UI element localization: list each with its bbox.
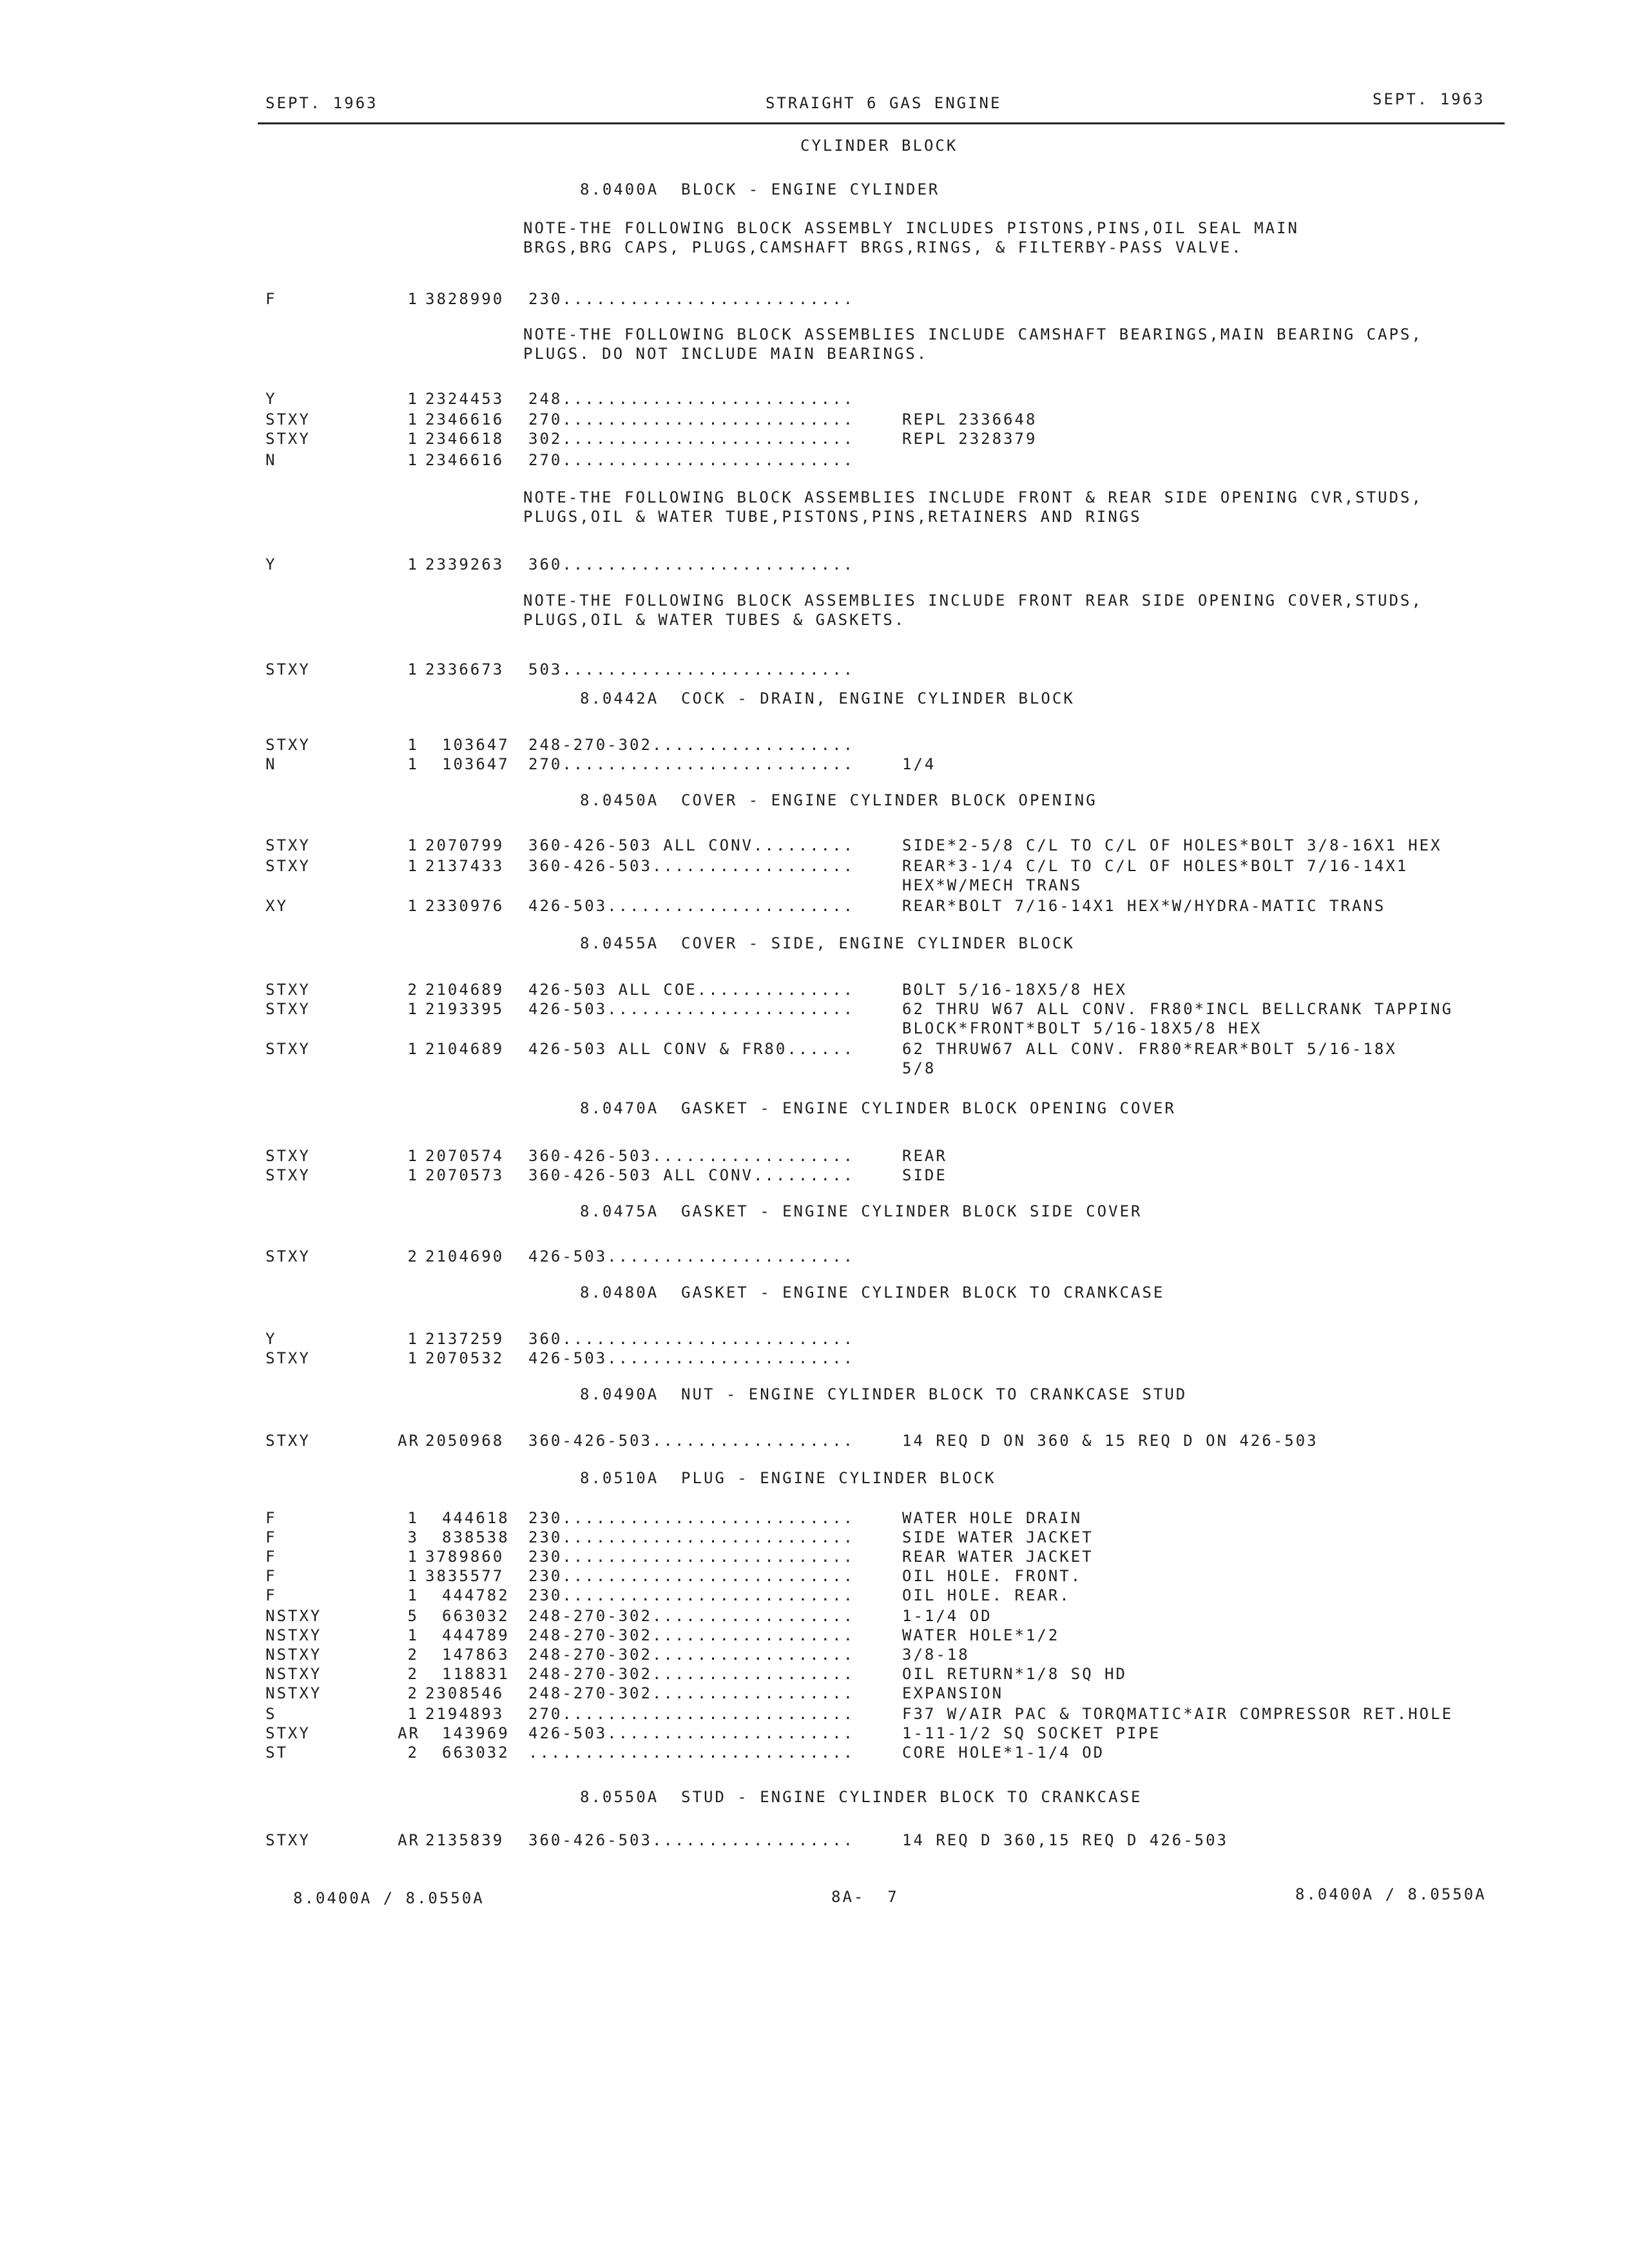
description: 62 THRUW67 ALL CONV. FR80*REAR*BOLT 5/16-18X (902, 1040, 1397, 1058)
description: SIDE WATER JACKET (902, 1528, 1094, 1546)
usage-range: 426-503...................... (528, 897, 855, 915)
note-line: NOTE-THE FOLLOWING BLOCK ASSEMBLIES INCLUDE FRONT REAR SIDE OPENING COVER,STUDS, (523, 591, 1423, 610)
quantity: 2 (407, 1247, 419, 1265)
part-number: 143969 (442, 1724, 510, 1742)
part-number: 103647 (442, 755, 510, 773)
usage-range: 426-503 ALL COE.............. (528, 981, 855, 999)
usage-range: 248-270-302.................. (528, 1607, 855, 1625)
description: 3/8-18 (902, 1646, 970, 1664)
usage-range: 302.......................... (528, 430, 855, 448)
part-number: 2104689 (425, 1040, 505, 1058)
part-number: 444789 (442, 1626, 510, 1644)
quantity: AR (398, 1831, 420, 1849)
part-number: 103647 (442, 736, 510, 754)
header-rule (258, 122, 1505, 124)
part-number: 3828990 (425, 290, 505, 308)
quantity: 1 (407, 430, 419, 448)
usage-range: 230.......................... (528, 1509, 855, 1527)
note-line: NOTE-THE FOLLOWING BLOCK ASSEMBLIES INCLUDE FRONT & REAR SIDE OPENING CVR,STUDS, (523, 488, 1423, 506)
section-heading: 8.0510A PLUG - ENGINE CYLINDER BLOCK (580, 1469, 996, 1487)
usage-range: 270.......................... (528, 451, 855, 469)
section-heading: 8.0480A GASKET - ENGINE CYLINDER BLOCK TO CRANKCASE (580, 1283, 1165, 1302)
section-heading: 8.0442A COCK - DRAIN, ENGINE CYLINDER BLOCK (580, 689, 1075, 707)
quantity: AR (398, 1432, 420, 1450)
usage-range: 426-503...................... (528, 1724, 855, 1742)
usage-range: 360-426-503 ALL CONV......... (528, 836, 855, 854)
model-code: F (265, 1586, 277, 1604)
header-right-date: SEPT. 1963 (1373, 90, 1485, 108)
part-number: 2070532 (425, 1349, 505, 1367)
model-code: STXY (265, 430, 311, 448)
quantity: 1 (407, 1586, 419, 1604)
model-code: NSTXY (265, 1684, 322, 1702)
model-code: F (265, 1548, 277, 1566)
part-number: 2135839 (425, 1831, 505, 1849)
quantity: 1 (407, 1705, 419, 1723)
description: OIL HOLE. FRONT. (902, 1567, 1083, 1585)
description: OIL RETURN*1/8 SQ HD (902, 1665, 1127, 1683)
quantity: 1 (407, 897, 419, 915)
part-number: 2339263 (425, 555, 505, 573)
part-number: 2346618 (425, 430, 505, 448)
description: SIDE*2-5/8 C/L TO C/L OF HOLES*BOLT 3/8-16X1 HEX (902, 836, 1442, 854)
header-left-date: SEPT. 1963 (265, 94, 378, 112)
usage-range: 426-503...................... (528, 1349, 855, 1367)
model-code: F (265, 1528, 277, 1546)
part-number: 663032 (442, 1744, 510, 1762)
usage-range: 426-503...................... (528, 1000, 855, 1018)
model-code: STXY (265, 1147, 311, 1165)
model-code: STXY (265, 1247, 311, 1265)
group-title: CYLINDER BLOCK (800, 137, 958, 155)
usage-range: 248-270-302.................. (528, 1646, 855, 1664)
part-number: 2070799 (425, 836, 505, 854)
quantity: 1 (407, 1567, 419, 1585)
model-code: NSTXY (265, 1607, 322, 1625)
quantity: 5 (407, 1607, 419, 1625)
description: WATER HOLE DRAIN (902, 1509, 1083, 1527)
quantity: 1 (407, 1000, 419, 1018)
part-number: 2070573 (425, 1166, 505, 1184)
model-code: F (265, 290, 277, 308)
part-number: 444782 (442, 1586, 510, 1604)
section-heading: 8.0470A GASKET - ENGINE CYLINDER BLOCK OPENING COVER (580, 1099, 1176, 1117)
description: REAR WATER JACKET (902, 1548, 1094, 1566)
section-heading: 8.0455A COVER - SIDE, ENGINE CYLINDER BLOCK (580, 934, 1075, 952)
usage-range: 270.......................... (528, 410, 855, 428)
usage-range: 426-503 ALL CONV & FR80...... (528, 1040, 855, 1058)
description: REAR*3-1/4 C/L TO C/L OF HOLES*BOLT 7/16-14X1 (902, 857, 1409, 875)
part-number: 2346616 (425, 410, 505, 428)
part-number: 3835577 (425, 1567, 505, 1585)
part-number: 2336673 (425, 660, 505, 678)
part-number: 147863 (442, 1646, 510, 1664)
model-code: STXY (265, 1432, 311, 1450)
usage-range: 230.......................... (528, 1548, 855, 1566)
quantity: 1 (407, 410, 419, 428)
quantity: 1 (407, 290, 419, 308)
usage-range: 248.......................... (528, 390, 855, 408)
usage-range: ............................. (528, 1744, 855, 1762)
usage-range: 248-270-302.................. (528, 1665, 855, 1683)
quantity: 1 (407, 660, 419, 678)
quantity: 2 (407, 1646, 419, 1664)
description: HEX*W/MECH TRANS (902, 876, 1083, 894)
usage-range: 360-426-503.................. (528, 1831, 855, 1849)
quantity: 1 (407, 1509, 419, 1527)
description: 5/8 (902, 1059, 936, 1077)
quantity: 3 (407, 1528, 419, 1546)
model-code: F (265, 1509, 277, 1527)
usage-range: 270.......................... (528, 755, 855, 773)
note-line: NOTE-THE FOLLOWING BLOCK ASSEMBLY INCLUDES PISTONS,PINS,OIL SEAL MAIN (523, 219, 1299, 237)
model-code: STXY (265, 1831, 311, 1849)
quantity: AR (398, 1724, 420, 1742)
usage-range: 360-426-503 ALL CONV......... (528, 1166, 855, 1184)
model-code: STXY (265, 1000, 311, 1018)
model-code: Y (265, 390, 277, 408)
model-code: STXY (265, 1349, 311, 1367)
quantity: 2 (407, 981, 419, 999)
model-code: NSTXY (265, 1626, 322, 1644)
usage-range: 248-270-302.................. (528, 736, 855, 754)
page-number: 8A- 7 (831, 1888, 899, 1906)
part-number: 2137259 (425, 1330, 505, 1348)
part-number: 118831 (442, 1665, 510, 1683)
quantity: 1 (407, 836, 419, 854)
description: 62 THRU W67 ALL CONV. FR80*INCL BELLCRANK TAPPING (902, 1000, 1454, 1018)
part-number: 2194893 (425, 1705, 505, 1723)
model-code: STXY (265, 857, 311, 875)
model-code: STXY (265, 836, 311, 854)
usage-range: 360.......................... (528, 1330, 855, 1348)
quantity: 1 (407, 1548, 419, 1566)
footer-left: 8.0400A / 8.0550A (293, 1889, 485, 1907)
part-number: 2050968 (425, 1432, 505, 1450)
usage-range: 230.......................... (528, 1528, 855, 1546)
part-number: 2137433 (425, 857, 505, 875)
quantity: 2 (407, 1684, 419, 1702)
usage-range: 426-503...................... (528, 1247, 855, 1265)
description: REPL 2328379 (902, 430, 1037, 448)
part-number: 663032 (442, 1607, 510, 1625)
section-heading: 8.0450A COVER - ENGINE CYLINDER BLOCK OPENING (580, 791, 1097, 809)
model-code: NSTXY (265, 1665, 322, 1683)
description: REAR*BOLT 7/16-14X1 HEX*W/HYDRA-MATIC TRANS (902, 897, 1386, 915)
section-heading: 8.0400A BLOCK - ENGINE CYLINDER (580, 180, 940, 198)
model-code: STXY (265, 660, 311, 678)
part-number: 444618 (442, 1509, 510, 1527)
quantity: 1 (407, 1330, 419, 1348)
quantity: 1 (407, 1166, 419, 1184)
model-code: XY (265, 897, 288, 915)
description: SIDE (902, 1166, 947, 1184)
quantity: 1 (407, 1626, 419, 1644)
part-number: 2346616 (425, 451, 505, 469)
description: EXPANSION (902, 1684, 1004, 1702)
usage-range: 360.......................... (528, 555, 855, 573)
quantity: 2 (407, 1744, 419, 1762)
section-heading: 8.0490A NUT - ENGINE CYLINDER BLOCK TO CRANKCASE STUD (580, 1385, 1188, 1403)
description: BLOCK*FRONT*BOLT 5/16-18X5/8 HEX (902, 1019, 1262, 1037)
quantity: 2 (407, 1665, 419, 1683)
usage-range: 270.......................... (528, 1705, 855, 1723)
model-code: STXY (265, 1166, 311, 1184)
description: 1-1/4 OD (902, 1607, 992, 1625)
part-number: 2070574 (425, 1147, 505, 1165)
note-line: BRGS,BRG CAPS, PLUGS,CAMSHAFT BRGS,RINGS, & FILTERBY-PASS VALVE. (523, 238, 1243, 256)
description: OIL HOLE. REAR. (902, 1586, 1071, 1604)
usage-range: 360-426-503.................. (528, 1432, 855, 1450)
usage-range: 230.......................... (528, 290, 855, 308)
description: 14 REQ D 360,15 REQ D 426-503 (902, 1831, 1229, 1849)
description: REPL 2336648 (902, 410, 1037, 428)
quantity: 1 (407, 555, 419, 573)
description: WATER HOLE*1/2 (902, 1626, 1060, 1644)
part-number: 2324453 (425, 390, 505, 408)
description: 1/4 (902, 755, 936, 773)
quantity: 1 (407, 451, 419, 469)
part-number: 2104689 (425, 981, 505, 999)
usage-range: 230.......................... (528, 1586, 855, 1604)
quantity: 1 (407, 755, 419, 773)
section-heading: 8.0475A GASKET - ENGINE CYLINDER BLOCK SIDE COVER (580, 1202, 1142, 1220)
model-code: STXY (265, 736, 311, 754)
model-code: F (265, 1567, 277, 1585)
description: F37 W/AIR PAC & TORQMATIC*AIR COMPRESSOR RET.HOLE (902, 1705, 1454, 1723)
header-title: STRAIGHT 6 GAS ENGINE (766, 94, 1002, 112)
quantity: 1 (407, 1147, 419, 1165)
part-number: 3789860 (425, 1548, 505, 1566)
quantity: 1 (407, 857, 419, 875)
model-code: Y (265, 1330, 277, 1348)
usage-range: 248-270-302.................. (528, 1626, 855, 1644)
section-heading: 8.0550A STUD - ENGINE CYLINDER BLOCK TO CRANKCASE (580, 1788, 1142, 1806)
part-number: 2104690 (425, 1247, 505, 1265)
model-code: STXY (265, 1040, 311, 1058)
note-line: PLUGS,OIL & WATER TUBES & GASKETS. (523, 611, 906, 629)
part-number: 838538 (442, 1528, 510, 1546)
part-number: 2330976 (425, 897, 505, 915)
usage-range: 248-270-302.................. (528, 1684, 855, 1702)
description: 1-11-1/2 SQ SOCKET PIPE (902, 1724, 1161, 1742)
note-line: PLUGS,OIL & WATER TUBE,PISTONS,PINS,RETAINERS AND RINGS (523, 508, 1142, 526)
model-code: S (265, 1705, 277, 1723)
description: 14 REQ D ON 360 & 15 REQ D ON 426-503 (902, 1432, 1318, 1450)
description: CORE HOLE*1-1/4 OD (902, 1744, 1105, 1762)
model-code: N (265, 755, 277, 773)
model-code: N (265, 451, 277, 469)
model-code: NSTXY (265, 1646, 322, 1664)
note-line: NOTE-THE FOLLOWING BLOCK ASSEMBLIES INCLUDE CAMSHAFT BEARINGS,MAIN BEARING CAPS, (523, 325, 1423, 343)
description: BOLT 5/16-18X5/8 HEX (902, 981, 1127, 999)
part-number: 2308546 (425, 1684, 505, 1702)
model-code: ST (265, 1744, 288, 1762)
part-number: 2193395 (425, 1000, 505, 1018)
footer-right: 8.0400A / 8.0550A (1295, 1885, 1487, 1903)
note-line: PLUGS. DO NOT INCLUDE MAIN BEARINGS. (523, 345, 929, 363)
quantity: 1 (407, 1040, 419, 1058)
usage-range: 360-426-503.................. (528, 1147, 855, 1165)
usage-range: 503.......................... (528, 660, 855, 678)
model-code: STXY (265, 1724, 311, 1742)
quantity: 1 (407, 390, 419, 408)
usage-range: 360-426-503.................. (528, 857, 855, 875)
quantity: 1 (407, 1349, 419, 1367)
quantity: 1 (407, 736, 419, 754)
model-code: STXY (265, 981, 311, 999)
model-code: STXY (265, 410, 311, 428)
description: REAR (902, 1147, 947, 1165)
usage-range: 230.......................... (528, 1567, 855, 1585)
model-code: Y (265, 555, 277, 573)
